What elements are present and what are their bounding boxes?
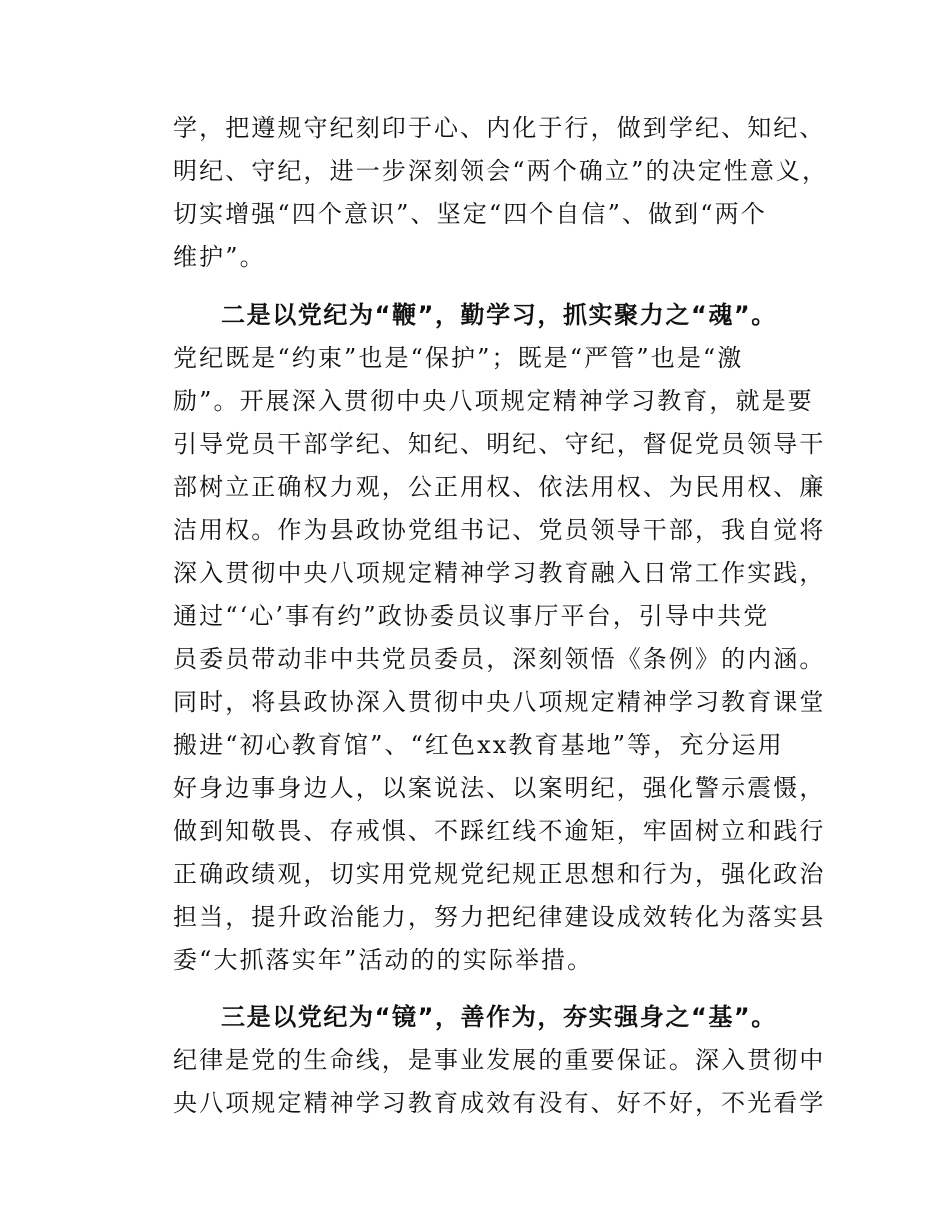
text-line: 搬进“初心教育馆”、“红色xx教育基地”等，充分运用 xyxy=(173,731,784,759)
text-line: 部树立正确权力观，公正用权、依法用权、为民用权、廉 xyxy=(173,473,826,501)
text-line: 央八项规定精神学习教育成效有没有、好不好，不光看学 xyxy=(173,1089,826,1117)
section-heading-3: 三是以党纪为“镜”，善作为，夯实强身之“基”。 xyxy=(221,1003,777,1031)
text-line: 维护”。 xyxy=(173,243,266,271)
text-line: 切实增强“四个意识”、坚定“四个自信”、做到“两个 xyxy=(173,200,767,228)
text-line: 通过“‘心’事有约”政协委员议事厅平台，引导中共党 xyxy=(173,602,770,630)
text-line: 好身边事身边人，以案说法、以案明纪，强化警示震慑， xyxy=(173,774,826,802)
text-line: 党纪既是“约束”也是“保护”；既是“严管”也是“激 xyxy=(173,344,744,372)
text-line: 委“大抓落实年”活动的的实际举措。 xyxy=(173,946,594,974)
text-line: 洁用权。作为县政协党组书记、党员领导干部，我自觉将 xyxy=(173,516,826,544)
section-heading-2: 二是以党纪为“鞭”，勤学习，抓实聚力之“魂”。 xyxy=(221,301,777,329)
text-line: 做到知敬畏、存戒惧、不踩红线不逾矩，牢固树立和践行 xyxy=(173,817,826,845)
text-line: 同时，将县政协深入贯彻中央八项规定精神学习教育课堂 xyxy=(173,688,826,716)
text-line: 深入贯彻中央八项规定精神学习教育融入日常工作实践， xyxy=(173,559,826,587)
text-line: 引导党员干部学纪、知纪、明纪、守纪，督促党员领导干 xyxy=(173,430,826,458)
text-line: 励”。开展深入贯彻中央八项规定精神学习教育，就是要 xyxy=(173,387,814,415)
text-line: 担当，提升政治能力，努力把纪律建设成效转化为落实县 xyxy=(173,903,826,931)
text-line: 明纪、守纪，进一步深刻领会“两个确立”的决定性意义， xyxy=(173,157,829,185)
text-line: 学，把遵规守纪刻印于心、内化于行，做到学纪、知纪、 xyxy=(173,114,826,142)
text-line: 员委员带动非中共党员委员，深刻领悟《条例》的内涵。 xyxy=(173,645,826,673)
text-line: 纪律是党的生命线，是事业发展的重要保证。深入贯彻中 xyxy=(173,1046,826,1074)
text-line: 正确政绩观，切实用党规党纪规正思想和行为，强化政治 xyxy=(173,860,826,888)
